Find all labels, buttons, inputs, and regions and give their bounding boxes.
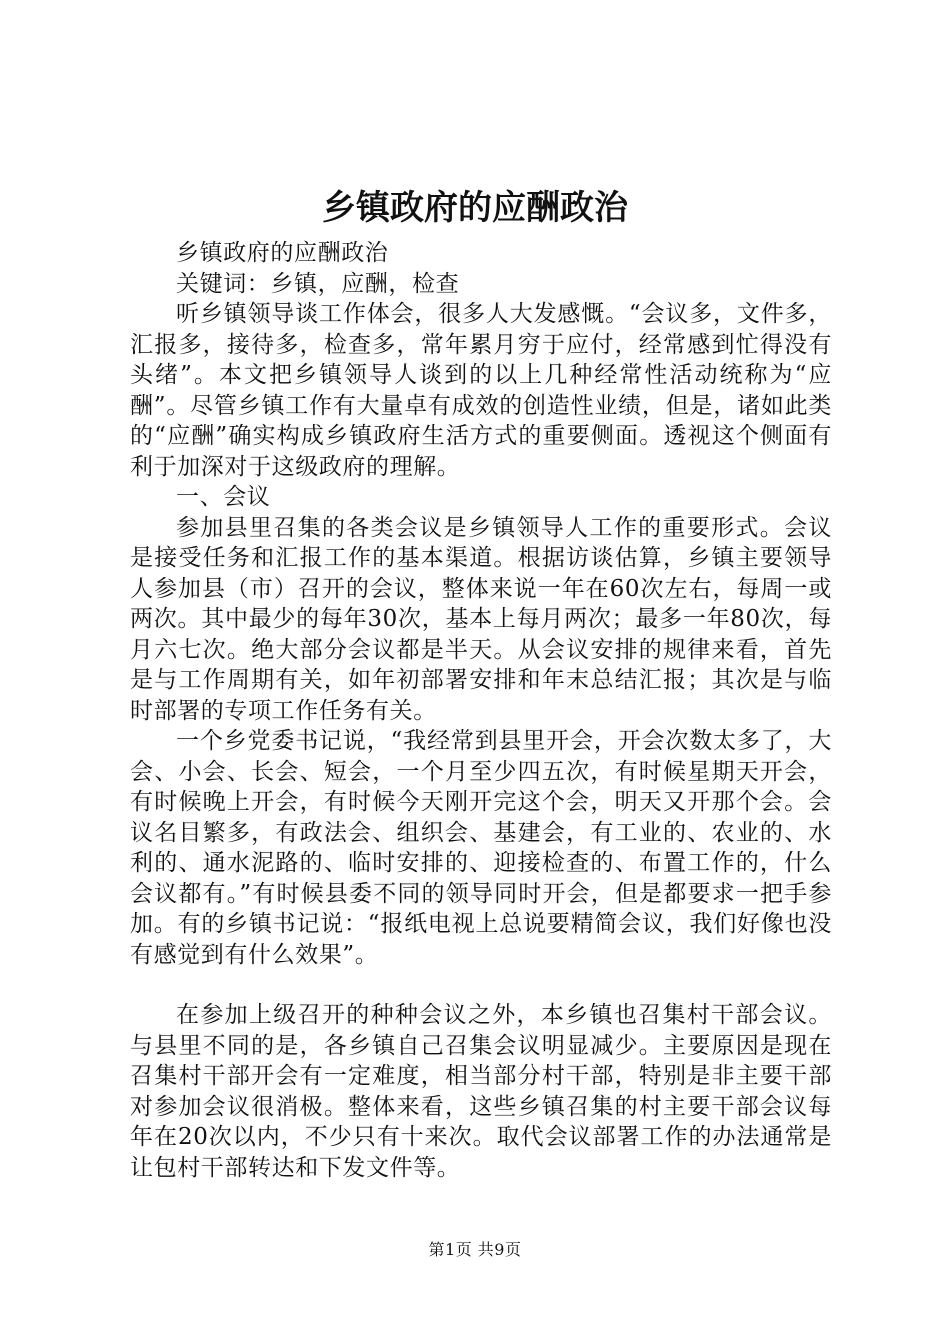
intro-paragraph: 听乡镇领导谈工作体会，很多人大发感慨。“会议多，文件多，汇报多，接待多，检查多，常年累月穷于应付，经常感到忙得没有头绪”。本文把乡镇领导人谈到的以上几种经常性活动统称为“应酬”。尽管乡镇工作有大量卓有成效的创造性业绩，但是，诸如此类的“应酬”确实构成乡镇政府生活方式的重要侧面。透视这个侧面有利于加深对于这级政府的理解。: [130, 301, 832, 480]
keywords-paragraph: 关键词：乡镇，应酬，检查: [176, 270, 460, 297]
body-paragraph: 参加县里召集的各类会议是乡镇领导人工作的重要形式。会议是接受任务和汇报工作的基本渠道。根据访谈估算，乡镇主要领导人参加县（市）召开的会议，整体来说一年在60次左右，每周一或两次。其中最少的每年30次，基本上每月两次；最多一年80次，每月六七次。绝大部分会议都是半天。从会议安排的规律来看，首先是与工作周期有关，如年初部署安排和年末总结汇报；其次是与临时部署的专项工作任务有关。: [130, 514, 832, 724]
body-paragraph: 一个乡党委书记说，“我经常到县里开会，开会次数太多了，大会、小会、长会、短会，一个月至少四五次，有时候星期天开会，有时候晚上开会，有时候今天刚开完这个会，明天又开那个会。会议名目繁多，有政法会、组织会、基建会，有工业的、农业的、水利的、通水泥路的、临时安排的、迎接检查的、布置工作的，什么会议都有。”有时候县委不同的领导同时开会，但是都要求一把手参加。有的乡镇书记说：“报纸电视上总说要精简会议，我们好像也没有感觉到有什么效果”。: [130, 728, 832, 968]
paragraph-spacer: [130, 970, 832, 1000]
document-title: 乡镇政府的应酬政治: [322, 188, 628, 228]
subtitle-paragraph: 乡镇政府的应酬政治: [176, 240, 389, 266]
document-body: [130, 238, 832, 1183]
page-footer: 第1页 共9页: [428, 1240, 522, 1259]
body-paragraph: 在参加上级召开的种种会议之外，本乡镇也召集村干部会议。与县里不同的是，各乡镇自己召集会议明显减少。主要原因是现在召集村干部开会有一定难度，相当部分村干部，特别是非主要干部对参加会议很消极。整体来看，这些乡镇召集的村主要干部会议每年在20次以内，不少只有十来次。取代会议部署工作的办法通常是让包村干部转达和下发文件等。: [130, 1002, 832, 1181]
section-heading: 一、会议: [176, 484, 271, 510]
